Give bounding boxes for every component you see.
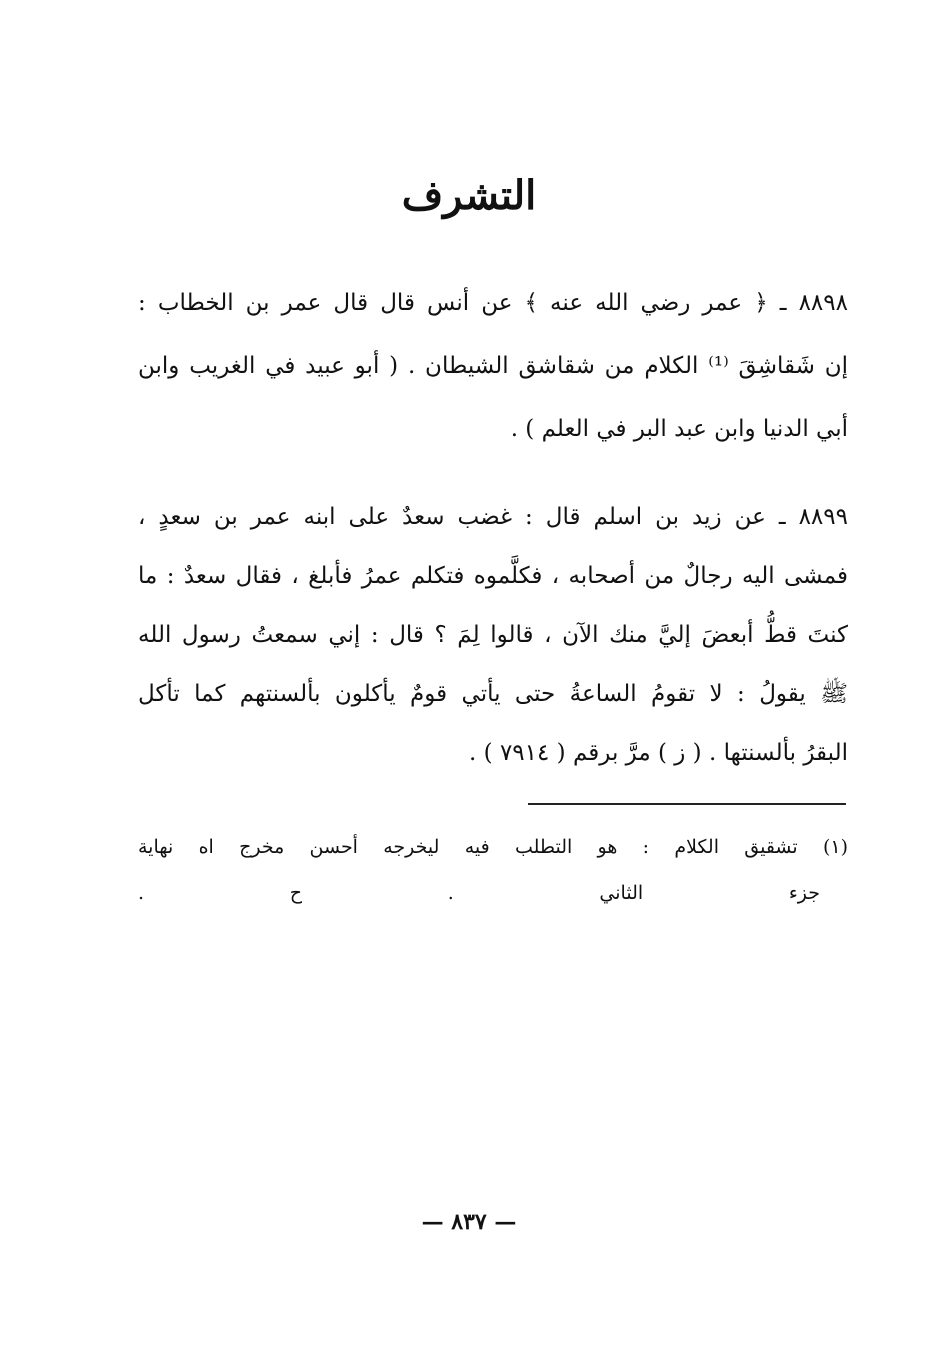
hadith-entry-8899	[138, 488, 848, 783]
text-line: إن شَقاشِقَ ⁽¹⁾ الكلام من شقاشق الشيطان . ( أبو عبيد في الغريب وابن	[138, 353, 848, 379]
text-line: ﷺ يقولُ : لا تقومُ الساعةُ حتى يأتي قومٌ يأكلون بألسنتهم كما تأكل	[138, 681, 848, 707]
text-line: كنتَ قطُّ أبعضَ إليَّ منك الآن ، قالوا لِمَ ؟ قال : إني سمعتُ رسول الله	[138, 622, 848, 648]
text-line: ٨٨٩٩ ـ عن زيد بن اسلم قال : غضب سعدٌ على ابنه عمر بن سعدٍ ،	[138, 504, 848, 530]
footnote	[138, 824, 848, 916]
footnote-line: جزء الثاني . ح .	[138, 882, 820, 904]
footnote-line: (١) تشقيق الكلام : هو التطلب فيه ليخرجه أحسن مخرج اه نهاية	[138, 836, 848, 858]
hadith-entry-8898	[138, 272, 848, 461]
section-heading: التشرف	[401, 172, 537, 219]
text-line: فمشى اليه رجالٌ من أصحابه ، فكلَّموه فتكلم عمرُ فأبلغ ، فقال سعدٌ : ما	[138, 563, 848, 589]
page-number: — ٨٣٧ —	[421, 1209, 517, 1235]
footnote-divider	[528, 803, 846, 805]
text-line: ٨٨٩٨ ـ ﴿ عمر رضي الله عنه ﴾ عن أنس قال قال عمر بن الخطاب :	[138, 290, 848, 316]
text-line: أبي الدنيا وابن عبد البر في العلم ) .	[510, 416, 848, 442]
text-line: البقرُ بألسنتها . ( ز ) مرَّ برقم ( ٧٩١٤ ) .	[469, 740, 848, 766]
